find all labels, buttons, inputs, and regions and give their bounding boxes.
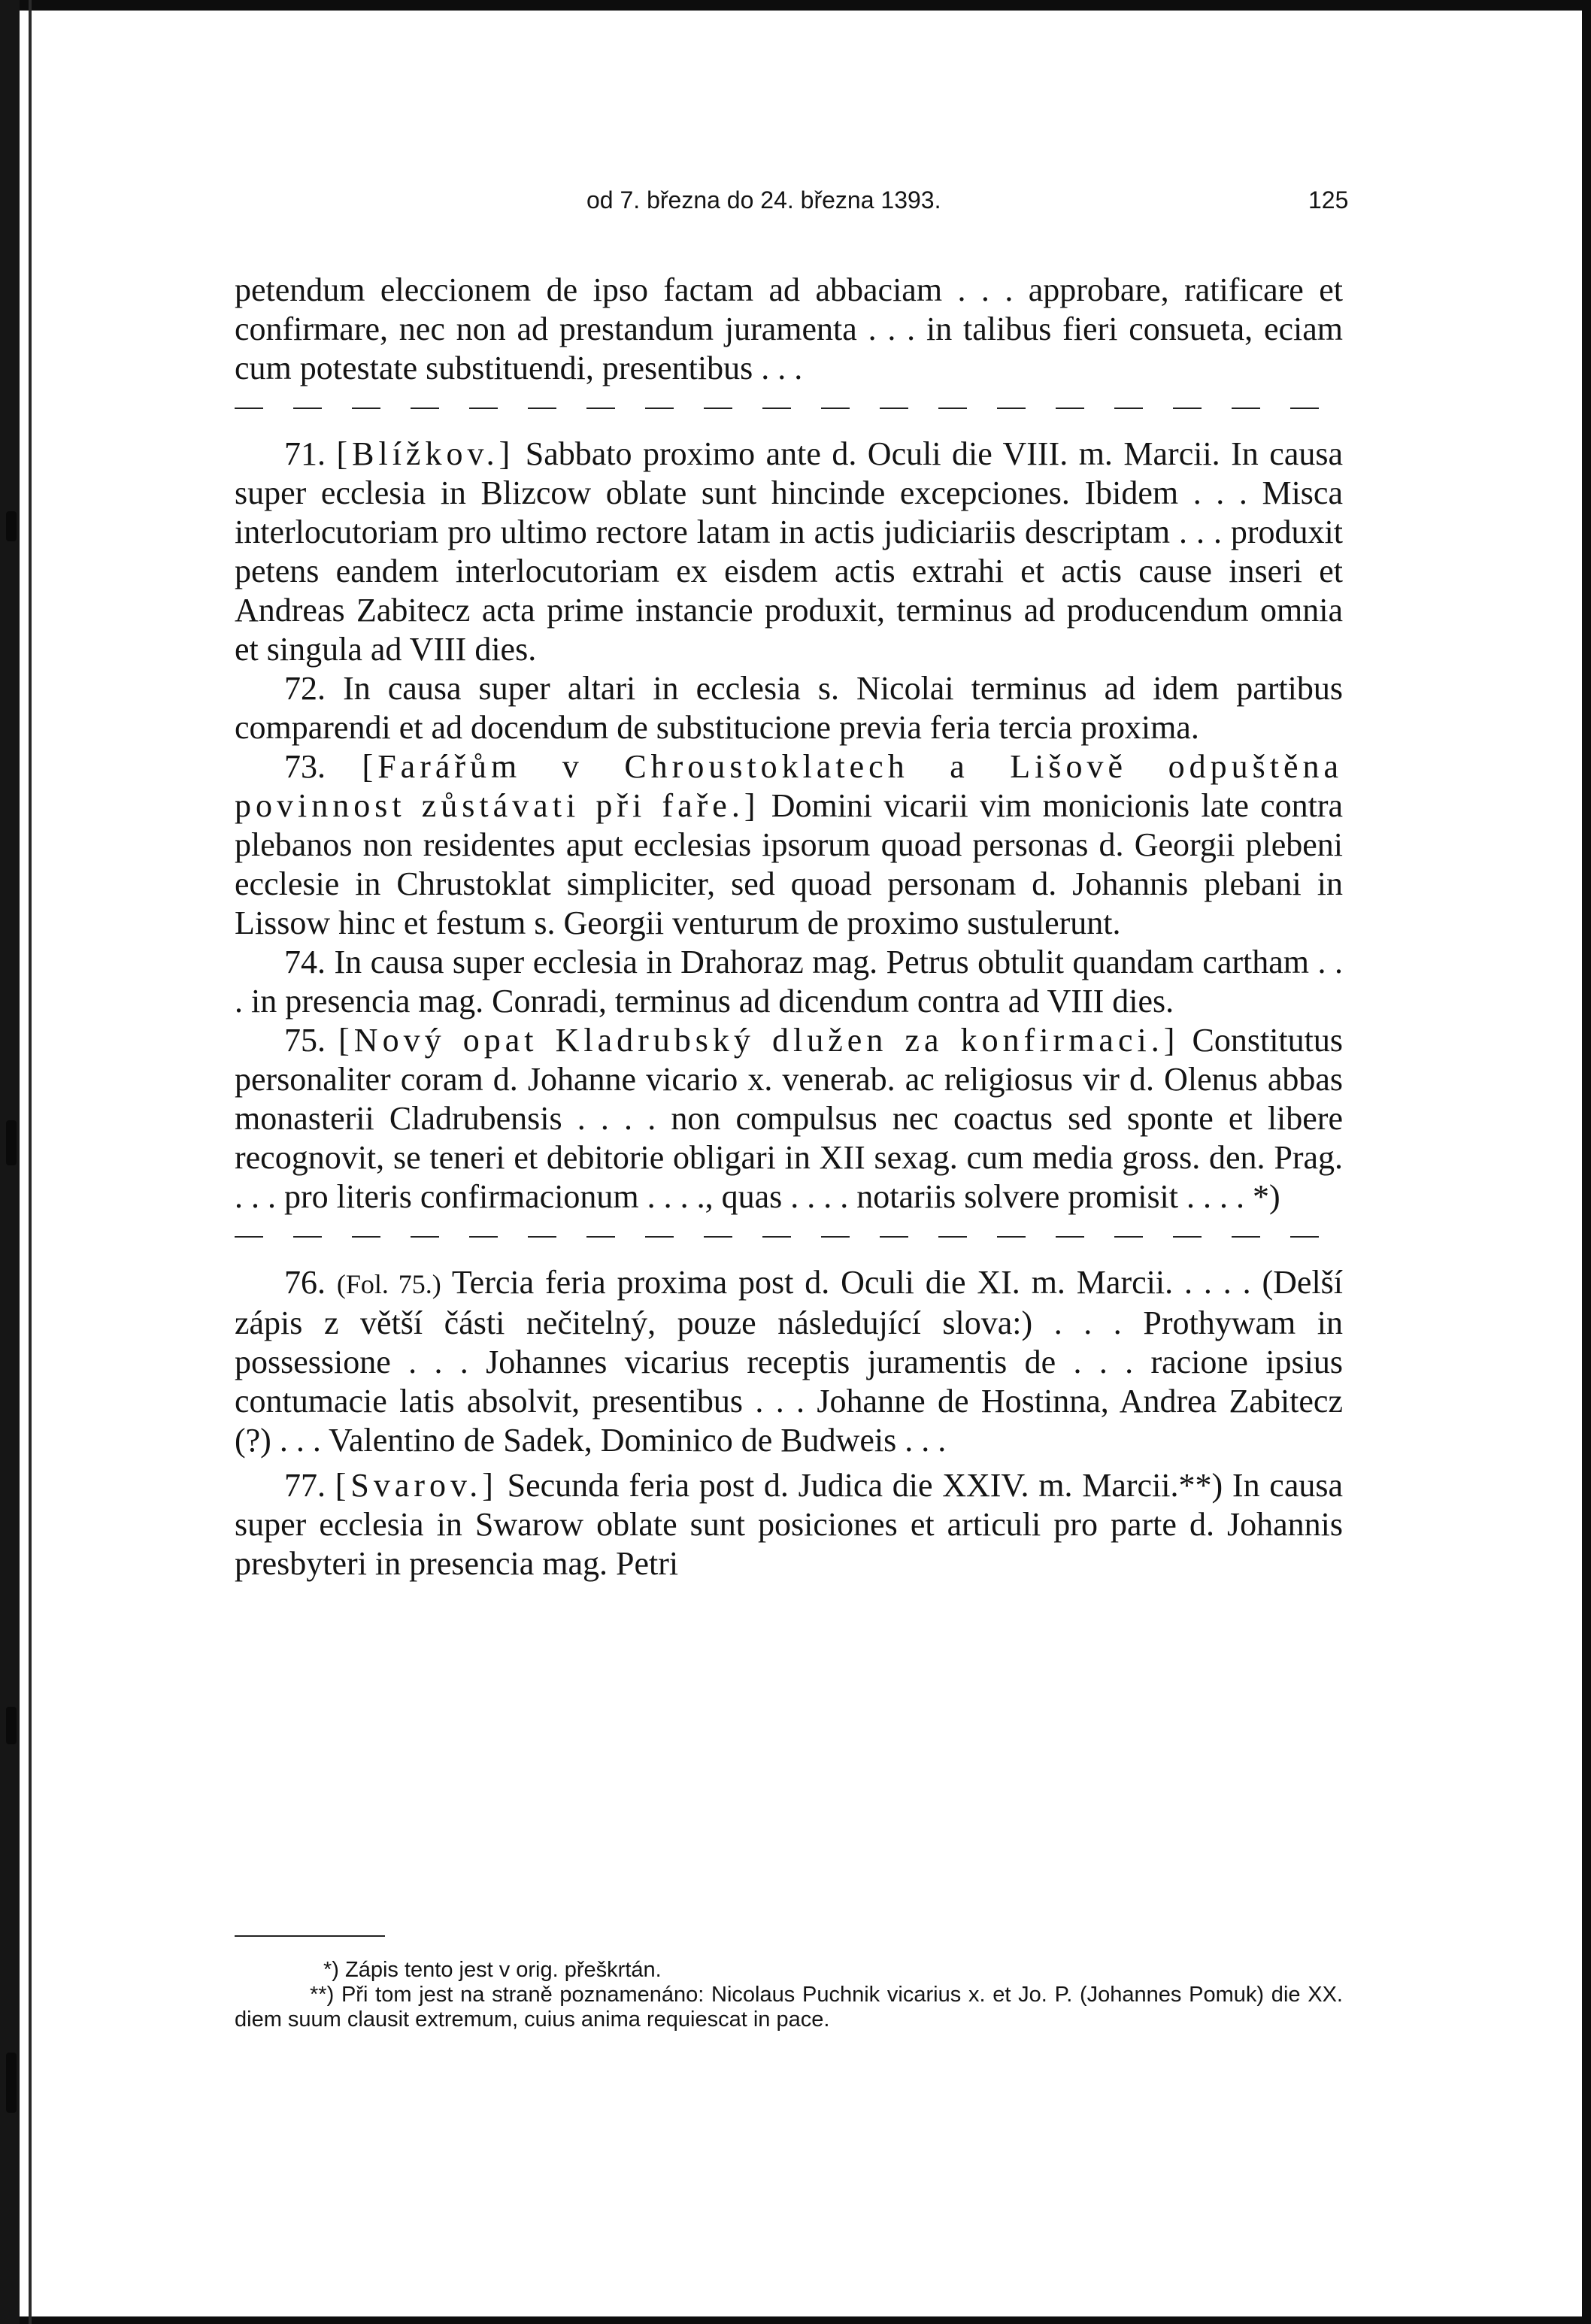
scan-mark bbox=[6, 2053, 17, 2113]
scan-border-left-inner bbox=[29, 0, 32, 2324]
folio-reference: (Fol. 75.) bbox=[336, 1269, 441, 1299]
entry-title: [Farářům v Chroustoklatech a Lišově odpuštěna povinnost zůstávati při faře.] bbox=[235, 748, 1344, 824]
entry-71 bbox=[235, 435, 1343, 669]
entry-75 bbox=[235, 1021, 1343, 1217]
scan-mark bbox=[6, 511, 17, 541]
entry-text: Tercia feria proxima post d. Oculi die XI. m. Marcii. . . . . (Delší zápis z větší části nečitelný, pouze následující slova:) . . . Prothywam in possessione . . . Johannes vicarius receptis juramentis de . . . racione ipsius contumacie latis absolvit, presentibus . . . Johanne de Hostinna, Andrea Zabitecz (?) . . . Valentino de Sadek, Dominico de Budweis . . . bbox=[235, 1264, 1344, 1459]
entry-76 bbox=[235, 1263, 1343, 1460]
entry-number: 72. bbox=[284, 670, 326, 707]
entry-title: [Nový opat Kladrubský dlužen za konfirmaci.] bbox=[338, 1022, 1180, 1059]
entry-title: [Blížkov.] bbox=[336, 435, 515, 472]
intro-paragraph: petendum eleccionem de ipso factam ad abbaciam . . . approbare, ratificare et confirmare, nec non ad prestandum juramenta . . . in talibus fieri consueta, eciam cum potestate substituendi, presentibus . . . bbox=[235, 271, 1343, 386]
entry-number: 73. bbox=[284, 748, 326, 785]
entry-text: Domini vicarii vim monicionis late contra plebanos non residentes aput ecclesias ipsorum quoad personas d. Georgii plebeni ecclesie in Chrustoklat simpliciter, sed quoad personam d. Johannis plebani in Lissow hinc et festum s. Georgii venturum de proximo sustulerunt. bbox=[235, 787, 1344, 941]
entry-text: In causa super ecclesia in Drahoraz mag. Petrus obtulit quandam cartham . . . in presencia mag. Conradi, terminus ad dicendum contra ad VIII dies. bbox=[235, 944, 1344, 1020]
entry-number: 71. bbox=[284, 435, 326, 472]
footnotes bbox=[235, 1958, 1343, 2032]
scan-mark bbox=[6, 1120, 17, 1165]
scan-border-top bbox=[0, 0, 1591, 11]
entry-text: Sabbato proximo ante d. Oculi die VIII. m. Marcii. In causa super ecclesia in Blizcow oblate sunt hincinde excepciones. Ibidem . . . Misca interlocutoriam pro ultimo rectore latam in actis judiciariis descriptam . . . produxit petens eandem interlocutoriam ex eisdem actis extrahi et actis cause inseri et Andreas Zabitecz acta prime instancie produxit, terminus ad producendum omnia et singula ad VIII dies. bbox=[235, 435, 1343, 668]
footnote: *) Zápis tento jest v orig. přeškrtán. bbox=[323, 1958, 662, 1982]
dashed-separator bbox=[235, 408, 1343, 409]
footnote-rule bbox=[235, 1935, 385, 1937]
entry-text: In causa super altari in ecclesia s. Nicolai terminus ad idem partibus comparendi et ad docendum de substitucione previa feria tercia proxima. bbox=[235, 670, 1344, 746]
entry-number: 74. bbox=[284, 944, 326, 980]
entry-text: Secunda feria post d. Judica die XXIV. m. Marcii.**) In causa super ecclesia in Swarow oblate sunt posiciones et articuli pro parte d. Johannis presbyteri in presencia mag. Petri bbox=[235, 1467, 1344, 1582]
entry-number: 75. bbox=[284, 1022, 326, 1059]
footnote: **) Při tom jest na straně poznamenáno: Nicolaus Puchnik vicarius x. et Jo. P. (Johannes Pomuk) die XX. diem suum clausit extremum, cuius anima requiescat in pace. bbox=[235, 1983, 1343, 2032]
entry-72 bbox=[235, 669, 1343, 747]
page-body bbox=[235, 271, 1343, 1583]
page-number: 125 bbox=[1308, 186, 1349, 214]
entry-74 bbox=[235, 943, 1343, 1021]
entry-77 bbox=[235, 1466, 1343, 1583]
scan-border-right bbox=[1582, 0, 1591, 2324]
entry-number: 76. bbox=[284, 1264, 326, 1301]
entry-title: [Svarov.] bbox=[335, 1467, 498, 1504]
entry-text: Constitutus personaliter coram d. Johanne vicario x. venerab. ac religiosus vir d. Olenus abbas monasterii Cladrubensis . . . . non compulsus nec coactus sed sponte et libere recognovit, se teneri et debitorie obligari in XII sexag. cum media gross. den. Prag. . . . pro literis confirmacionum . . . ., quas . . . . notariis solvere promisit . . . . *) bbox=[235, 1022, 1343, 1215]
entry-number: 77. bbox=[284, 1467, 326, 1504]
dashed-separator bbox=[235, 1236, 1343, 1238]
scan-border-bottom bbox=[0, 2316, 1591, 2324]
entry-73 bbox=[235, 747, 1343, 943]
scan-mark bbox=[6, 1707, 17, 1744]
running-title: od 7. března do 24. března 1393. bbox=[586, 186, 941, 214]
